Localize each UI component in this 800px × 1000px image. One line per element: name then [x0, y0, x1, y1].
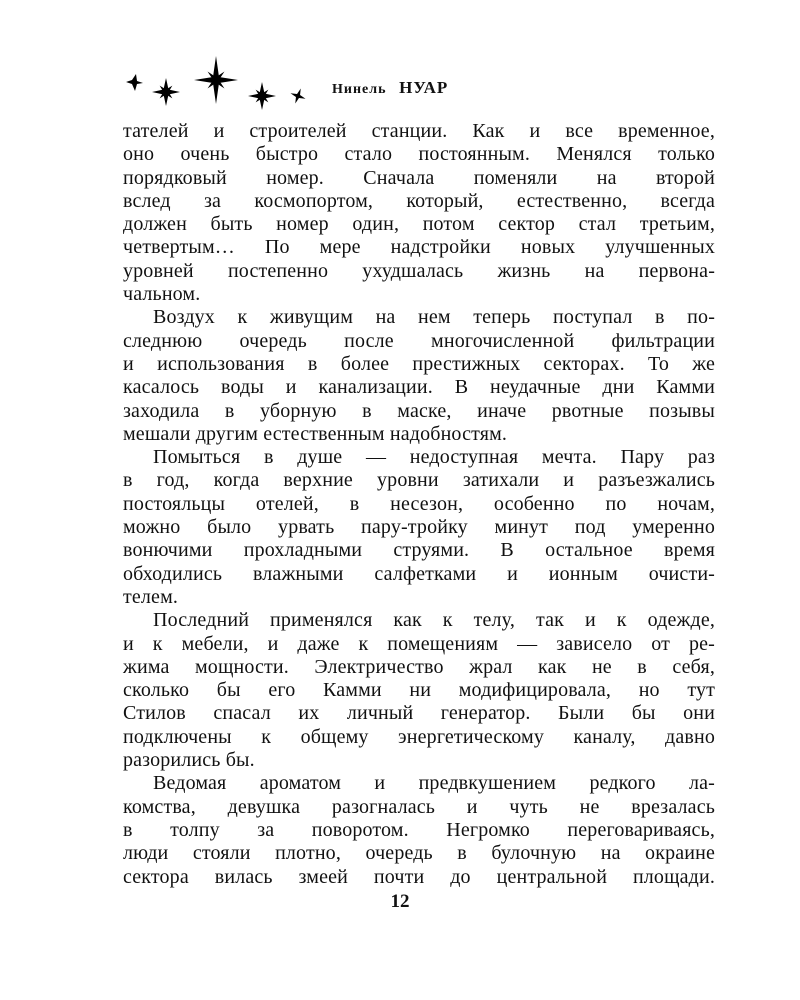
text-line: постояльцы отелей, в несезон, особенно по ночам, [123, 492, 715, 515]
text-line: оно очень быстро стало постоянным. Менялся только [123, 143, 715, 166]
text-line: обходились влажными салфетками и ионным очисти- [123, 562, 715, 585]
text-line: порядковый номер. Сначала поменяли на второй [123, 166, 715, 189]
text-line: жима мощности. Электричество жрал как не в себя, [123, 655, 715, 678]
text-line: люди стояли плотно, очередь в булочную на окраине [123, 842, 715, 865]
text-line: сколько бы его Камми ни модифицировала, но тут [123, 679, 715, 702]
text-line: тателей и строителей станции. Как и все временное, [123, 120, 715, 142]
text-line: подключены к общему энергетическому каналу, давно [123, 725, 715, 748]
text-line: четвертым… По мере надстройки новых улучшенных [123, 236, 715, 259]
text-line: в год, когда верхние уровни затихали и разъезжались [123, 469, 715, 492]
text-line: телем. [123, 585, 179, 608]
text-line: вонючими прохладными струями. В остальное время [123, 539, 715, 562]
page-number: 12 [390, 891, 410, 912]
text-line: уровней постепенно ухудшалась жизнь на первона- [123, 259, 715, 282]
text-line: Стилов спасал их личный генератор. Были бы они [123, 702, 715, 725]
star-cluster-icon [118, 52, 318, 112]
text-line: заходила в уборную в маске, иначе рвотные позывы [123, 399, 715, 422]
text-line: Воздух к живущим на нем теперь поступал в по- [153, 306, 715, 329]
text-line: мешали другим естественным надобностям. [123, 422, 508, 445]
text-line: следнюю очередь после многочисленной фильтрации [123, 329, 715, 352]
author-last-name: НУАР [399, 78, 449, 97]
running-head [118, 52, 718, 112]
text-line: Последний применялся как к телу, так и к одежде, [153, 609, 715, 632]
text-line: можно было урвать пару-тройку минут под умеренно [123, 516, 715, 539]
author-first-name: Нинель [332, 82, 387, 97]
text-line: в толпу за поворотом. Негромко переговариваясь, [123, 818, 715, 841]
text-line: и к мебели, и даже к помещениям — зависело от ре- [123, 632, 715, 655]
text-line: сектора вилась змеей почти до центральной площади. [123, 865, 715, 888]
text-line: разорились бы. [123, 749, 255, 772]
text-line: чальном. [123, 283, 201, 306]
text-line: Ведомая ароматом и предвкушением редкого ла- [153, 772, 715, 795]
text-line: Помыться в душе — недоступная мечта. Пару раз [153, 446, 715, 469]
text-line: касалось воды и канализации. В неудачные дни Камми [123, 376, 715, 399]
text-line: вслед за космопортом, который, естественно, всегда [123, 189, 715, 212]
text-line: комства, девушка разогналась и чуть не врезалась [123, 795, 715, 818]
text-line: и использования в более престижных секторах. То же [123, 352, 715, 375]
body-text [123, 120, 715, 889]
author-name [332, 78, 448, 98]
text-line: должен быть номер один, потом сектор стал третьим, [123, 213, 715, 236]
